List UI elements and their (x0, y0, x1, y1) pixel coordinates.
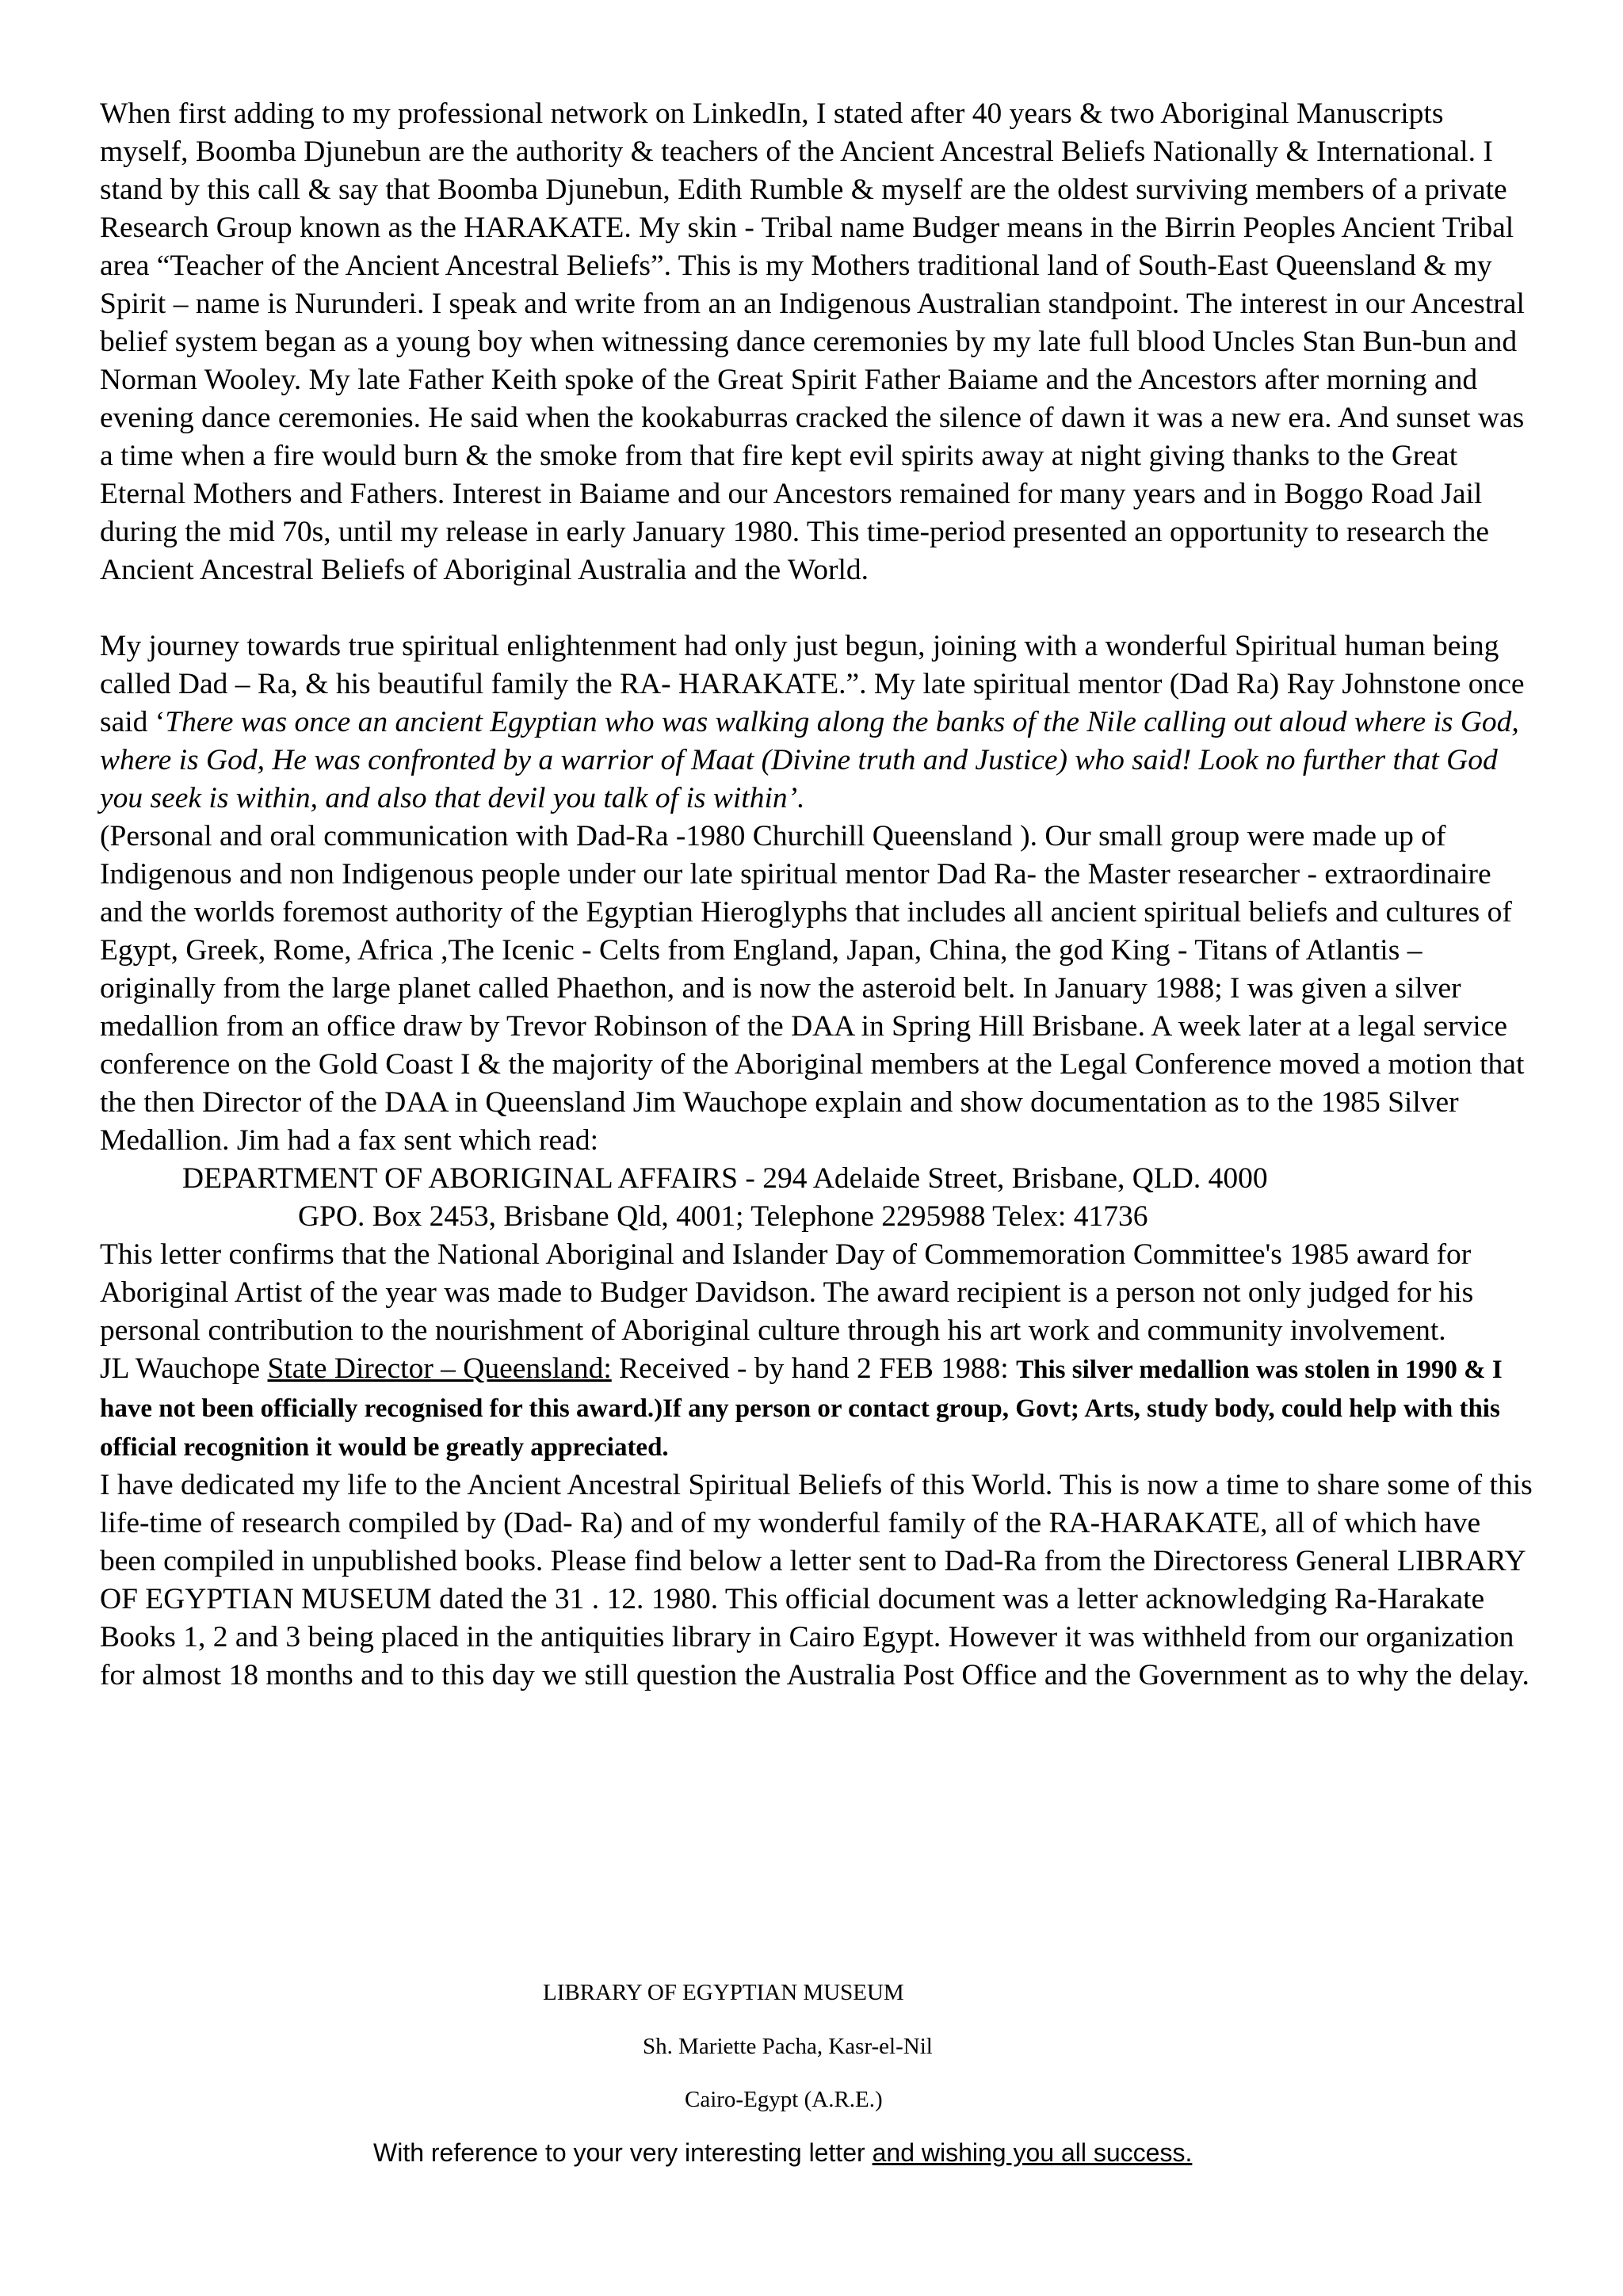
letterhead-line-1: LIBRARY OF EGYPTIAN MUSEUM (543, 1980, 904, 2005)
fax-address-line-2: GPO. Box 2453, Brisbane Qld, 4001; Telephone 2295988 Telex: 41736 (298, 1200, 1148, 1233)
letterhead-line-3: Cairo-Egypt (A.R.E.) (685, 2087, 883, 2112)
closing-underlined: and wishing you all success. (872, 2138, 1193, 2167)
paragraph-journey-rest: (Personal and oral communication with Dad-Ra -1980 Churchill Queensland ). Our small group were made up of Indigenous and non Indigenous people under our late spiritual mentor Dad Ra- the Master researcher - extraordinaire and the worlds foremost authority of the Egyptian Hieroglyphs that includes all ancient spiritual beliefs and cultures of Egypt, Greek, Rome, Africa ,The Icenic - Celts from England, Japan, China, the god King - Titans of Atlantis – originally from the large planet called Phaethon, and is now the asteroid belt. In January 1988; I was given a silver medallion from an office draw by Trevor Robinson of the DAA in Spring Hill Brisbane. A week later at a legal service conference on the Gold Coast I & the majority of the Aboriginal members at the Legal Conference moved a motion that the then Director of the DAA in Queensland Jim Wauchope explain and show documentation as to the 1985 Silver Medallion. Jim had a fax sent which read: (100, 820, 1525, 1157)
signature-name: JL Wauchope (100, 1352, 268, 1385)
paragraph-gap (100, 589, 1538, 627)
letterhead-line-2: Sh. Mariette Pacha, Kasr-el-Nil (643, 2034, 933, 2059)
signature-bold-note: This silver medallion was stolen in 1990 & I have not been officially recognised for this award.)If any person or contact group, Govt; Arts, study body, could help with this official recognition it would be greatly appreciated. (100, 1356, 1503, 1462)
document-body (100, 95, 1538, 1695)
closing-line (373, 2137, 1192, 2168)
signature-title: State Director – Queensland: (267, 1352, 612, 1385)
paragraph-journey-intro: My journey towards true spiritual enlightenment had only just begun, joining with a wonderful Spiritual human being called Dad – Ra, & his beautiful family the RA- HARAKATE.”. My late spiritual mentor (Dad Ra) Ray Johnstone once said ‘ (100, 630, 1525, 738)
fax-address-line-1: DEPARTMENT OF ABORIGINAL AFFAIRS - 294 Adelaide Street, Brisbane, QLD. 4000 (182, 1162, 1268, 1195)
signature-received: Received - by hand 2 FEB 1988: (611, 1352, 1017, 1385)
signature-block (100, 1350, 1538, 1466)
paragraph-journey (100, 627, 1538, 1160)
closing-plain: With reference to your very interesting letter (373, 2138, 873, 2167)
paragraph-dedication: I have dedicated my life to the Ancient Ancestral Spiritual Beliefs of this World. This is now a time to share some of this life-time of research compiled by (Dad- Ra) and of my wonderful family of the RA-HARAKATE, all of which have been compiled in unpublished books. Please find below a letter sent to Dad-Ra from the Directoress General LIBRARY OF EGYPTIAN MUSEUM dated the 31 . 12. 1980. This official document was a letter acknowledging Ra-Harakate Books 1, 2 and 3 being placed in the antiquities library in Cairo Egypt. However it was withheld from our organization for almost 18 months and to this day we still question the Australia Post Office and the Government as to why the delay. (100, 1469, 1533, 1691)
mentor-quote: There was once an ancient Egyptian who was walking along the banks of the Nile calling out aloud where is God, where is God, He was confronted by a warrior of Maat (Divine truth and Justice) who said! Look no further that God you seek is within, and also that devil you talk of is within’. (100, 706, 1519, 814)
fax-body: This letter confirms that the National Aboriginal and Islander Day of Commemoration Committee's 1985 award for Aboriginal Artist of the year was made to Budger Davidson. The award recipient is a person not only judged for his personal contribution to the nourishment of Aboriginal culture through his art work and community involvement. (100, 1238, 1474, 1347)
paragraph-intro: When first adding to my professional network on LinkedIn, I stated after 40 years & two Aboriginal Manuscripts myself, Boomba Djunebun are the authority & teachers of the Ancient Ancestral Beliefs Nationally & International. I stand by this call & say that Boomba Djunebun, Edith Rumble & myself are the oldest surviving members of a private Research Group known as the HARAKATE. My skin - Tribal name Budger means in the Birrin Peoples Ancient Tribal area “Teacher of the Ancient Ancestral Beliefs”. This is my Mothers traditional land of South-East Queensland & my Spirit – name is Nurunderi. I speak and write from an an Indigenous Australian standpoint. The interest in our Ancestral belief system began as a young boy when witnessing dance ceremonies by my late full blood Uncles Stan Bun-bun and Norman Wooley. My late Father Keith spoke of the Great Spirit Father Baiame and the Ancestors after morning and evening dance ceremonies. He said when the kookaburras cracked the silence of dawn it was a new era. And sunset was a time when a fire would burn & the smoke from that fire kept evil spirits away at night giving thanks to the Great Eternal Mothers and Fathers. Interest in Baiame and our Ancestors remained for many years and in Boggo Road Jail during the mid 70s, until my release in early January 1980. This time-period presented an opportunity to research the Ancient Ancestral Beliefs of Aboriginal Australia and the World. (100, 97, 1525, 586)
